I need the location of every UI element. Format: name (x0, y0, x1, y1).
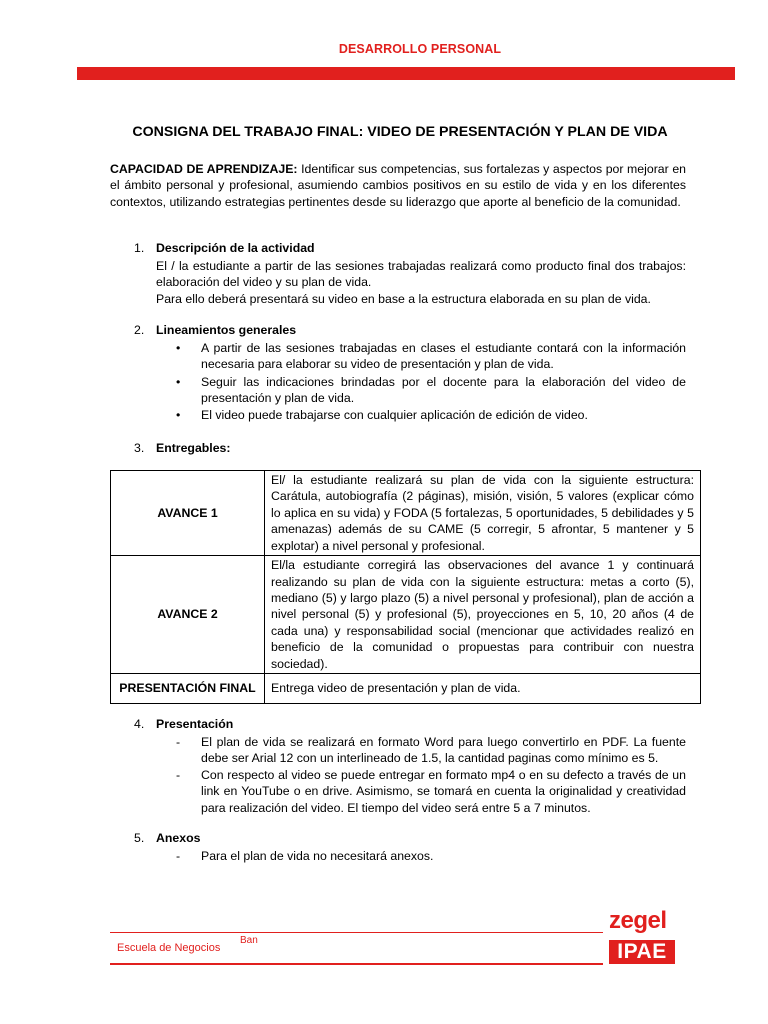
list-item-text: El plan de vida se realizará en formato Word para luego convertirlo en PDF. La fuente debe ser Arial 12 con un interlineado de 1.5, la cantidad paginas como mínimo es 5. (201, 735, 686, 766)
capacidad-label: CAPACIDAD DE APRENDIZAJE: (110, 162, 298, 176)
table-cell-label: PRESENTACIÓN FINAL (111, 674, 265, 704)
ipae-logo: IPAE (609, 940, 675, 964)
dash-icon: - (176, 849, 181, 863)
capacidad-paragraph (110, 161, 686, 210)
document-title: CONSIGNA DEL TRABAJO FINAL: VIDEO DE PRESENTACIÓN Y PLAN DE VIDA (132, 124, 668, 140)
list-item-text: Con respecto al video se puede entregar en formato mp4 o en su defecto a través de un link en YouTube o en drive. Asimismo, se tomará en cuenta la originalidad y creatividad para realización del video. El tiempo del video será entre 5 a 7 minutos. (201, 768, 686, 815)
section-1-number: 1. (134, 241, 145, 255)
table-cell-text: El/la estudiante corregirá las observaciones del avance 1 y continuará realizando su plan de vida con la siguiente estructura: metas a corto (5), mediano (5) y largo plazo (5) a nivel personal y profesional), plan de acción a nivel personal (5) y profesional (5), proyecciones en 5, 10, 20 años (4 de cada una) y responsabilidad social (mencionar que actividades realizó en beneficio de la comunidad o propuestas para contribuir con nuestra sociedad). (265, 556, 701, 674)
list-item (176, 340, 686, 373)
dash-icon: - (176, 735, 181, 749)
list-item-text: Para el plan de vida no necesitará anexos. (201, 849, 434, 863)
table-cell-text: El/ la estudiante realizará su plan de vida con la siguiente estructura: Carátula, autobiografía (2 páginas), misión, visión, 5 valores (explicar cómo lo aplica en su vida) y FODA (5 fortalezas, 5 oportunidades, 5 debilidades y 5 amenazas) además de su CAME (5 corregir, 5 afrontar, 5 mantener y 5 explotar) a nivel personal y profesional. (265, 471, 701, 556)
list-item (176, 767, 686, 816)
list-item (176, 374, 686, 407)
section-5-number: 5. (134, 831, 145, 845)
bullet-icon: • (176, 375, 181, 389)
table-cell-text: Entrega video de presentación y plan de vida. (265, 674, 701, 704)
bullet-icon: • (176, 408, 181, 422)
footer-school-name: Escuela de Negocios (117, 942, 221, 954)
table-row (111, 556, 701, 674)
footer-divider-top (110, 932, 603, 933)
section-2-heading: Lineamientos generales (156, 323, 297, 337)
section-5-heading: Anexos (156, 831, 201, 845)
list-item (176, 848, 686, 864)
section-3-number: 3. (134, 441, 145, 455)
section-2-number: 2. (134, 323, 145, 337)
bullet-icon: • (176, 341, 181, 355)
list-item (176, 407, 686, 423)
section-1-paragraph-2: Para ello deberá presentará su video en base a la estructura elaborada en su plan de vida. (156, 292, 651, 306)
footer-divider-bottom (110, 963, 603, 965)
section-4-number: 4. (134, 717, 145, 731)
table-cell-label: AVANCE 2 (111, 556, 265, 674)
section-4-heading: Presentación (156, 717, 234, 731)
table-cell-label: AVANCE 1 (111, 471, 265, 556)
section-1-heading: Descripción de la actividad (156, 241, 315, 255)
entregables-table (110, 470, 701, 704)
footer-ban-text: Ban (240, 935, 258, 946)
list-item-text: A partir de las sesiones trabajadas en clases el estudiante contará con la información necesaria para elaborar su video de presentación y plan de vida. (201, 341, 686, 372)
header-title: DESARROLLO PERSONAL (338, 42, 502, 56)
list-item (176, 734, 686, 767)
section-1-paragraph: El / la estudiante a partir de las sesiones trabajadas realizará como producto final dos trabajos: elaboración del video y su plan de vida. (156, 259, 686, 290)
table-row (111, 674, 701, 704)
list-item-text: Seguir las indicaciones brindadas por el docente para la elaboración del video de presentación y plan de vida. (201, 375, 686, 406)
section-3-heading: Entregables: (156, 441, 231, 455)
zegel-logo: zegel (609, 907, 667, 934)
header-divider-bar (77, 67, 735, 80)
dash-icon: - (176, 768, 181, 782)
table-row (111, 471, 701, 556)
list-item-text: El video puede trabajarse con cualquier aplicación de edición de video. (201, 408, 588, 422)
capacidad-text: Identificar sus competencias, sus fortalezas y aspectos por mejorar en el ámbito personal y profesional, asumiendo cambios positivos en su estilo de vida y en los diferentes contextos, utilizando estrategias pertinentes desde su liderazgo que aporte al beneficio de la comunidad. (110, 162, 686, 209)
